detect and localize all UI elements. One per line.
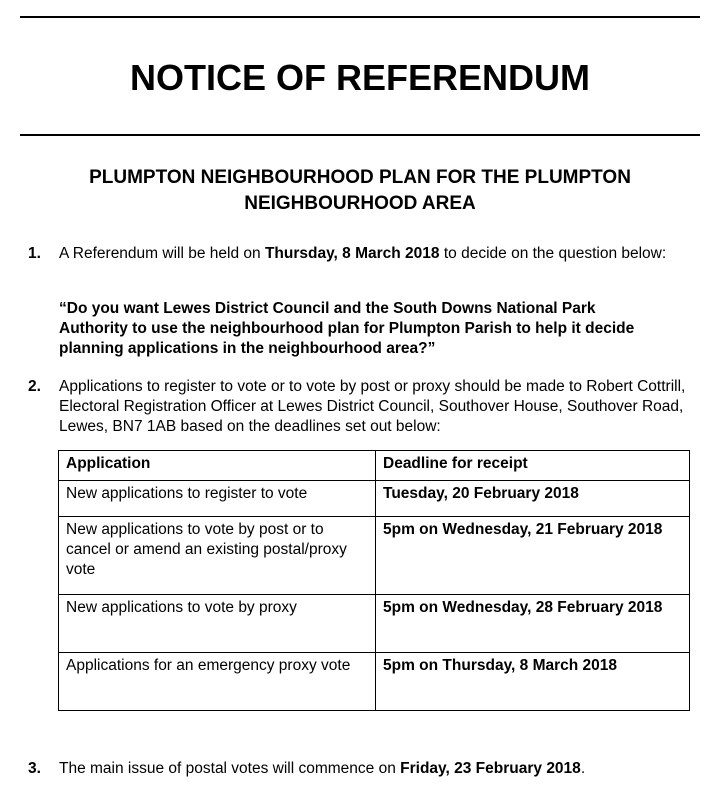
item-1-text-after: to decide on the question below: [439, 245, 667, 262]
title-divider [20, 134, 700, 136]
page-title: NOTICE OF REFERENDUM [129, 57, 590, 98]
item-3-text [59, 759, 699, 779]
table-row [59, 595, 690, 653]
subtitle-line-2: NEIGHBOURHOOD AREA [244, 193, 476, 214]
referendum-question: “Do you want Lewes District Council and the South Downs National Park Authority to use the neighbourhood plan for Plumpton Parish to help it decide planning applications in the neighbourhood area?” [59, 300, 635, 357]
item-2-text: Applications to register to vote or to vote by post or proxy should be made to Robert Cottrill, Electoral Registration Officer at Lewes District Council, Southover House, Southover Road, Lewes, BN7 1AB based on the deadlines set out below: [59, 378, 686, 435]
application-cell: Applications for an emergency proxy vote [59, 653, 376, 711]
application-cell: New applications to vote by proxy [59, 595, 376, 653]
top-divider [20, 16, 700, 18]
postal-votes-date: Friday, 23 February 2018 [400, 760, 581, 777]
item-3-text-after: . [580, 760, 586, 777]
application-cell: New applications to register to vote [59, 481, 376, 517]
table-row [59, 653, 690, 711]
referendum-date: Thursday, 8 March 2018 [264, 245, 440, 262]
item-3-text-before: The main issue of postal votes will commence on [59, 760, 401, 777]
deadline-cell: 5pm on Thursday, 8 March 2018 [376, 653, 690, 711]
item-1-text-before: A Referendum will be held on [59, 245, 265, 262]
deadline-cell: 5pm on Wednesday, 28 February 2018 [376, 595, 690, 653]
deadline-cell: 5pm on Wednesday, 21 February 2018 [376, 517, 690, 595]
deadline-cell: Tuesday, 20 February 2018 [376, 481, 690, 517]
subtitle-line-1: PLUMPTON NEIGHBOURHOOD PLAN FOR THE PLUMPTON [89, 167, 631, 188]
table-header-row [59, 451, 690, 481]
application-cell: New applications to vote by post or to cancel or amend an existing postal/proxy vote [59, 517, 376, 595]
notice-subtitle [20, 165, 700, 217]
item-2-number: 2. [28, 378, 41, 395]
column-header-application: Application [59, 451, 376, 481]
column-header-deadline: Deadline for receipt [376, 451, 690, 481]
table-row [59, 481, 690, 517]
item-3-number: 3. [28, 760, 41, 777]
deadlines-table [58, 450, 690, 711]
item-1-text [59, 244, 689, 264]
table-row [59, 517, 690, 595]
item-1-number: 1. [28, 245, 41, 262]
